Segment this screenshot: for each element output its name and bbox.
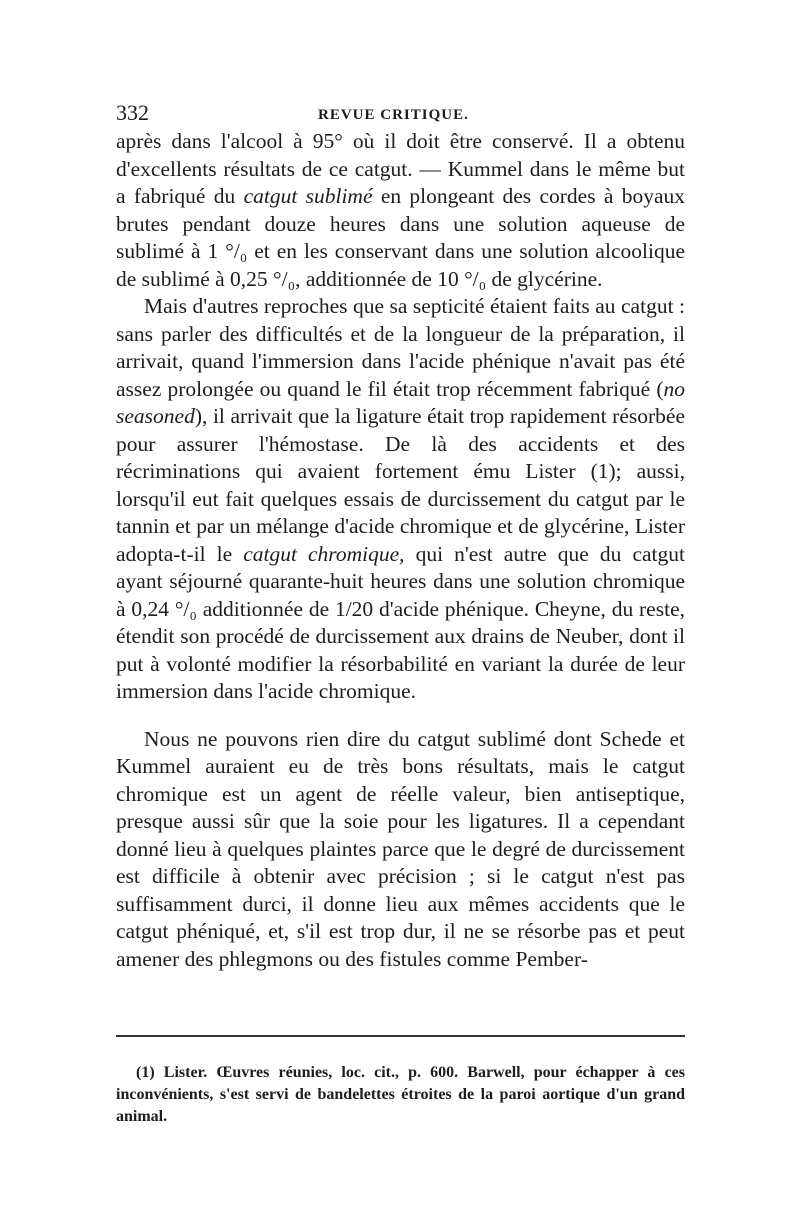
- paragraph-1-italic-1: catgut sublimé: [243, 184, 373, 208]
- footnote-text: (1) Lister. Œuvres réunies, loc. cit., p. 600. Barwell, pour échapper à ces inconvénients, s'est servi de bandelettes étroites de la paroi aortique d'un grand animal.: [116, 1064, 685, 1125]
- footnote-separator: [116, 1035, 685, 1037]
- page-number: 332: [116, 100, 149, 125]
- paragraph-2-text-2: ), il arrivait que la ligature était trop rapidement résorbée pour assurer l'hémostase. De là des accidents et des récriminations qui avaient fortement ému Lister (1); aussi, lorsqu'il eut fait quelques essais de durcissement du catgut par le tannin et par un mélange d'acide chromique et de glycérine, Lister adopta-t-il le: [116, 404, 685, 566]
- paragraph-3-text-1: Nous ne pouvons rien dire du catgut sublimé dont Schede et Kummel auraient eu de très bons résultats, mais le catgut chromique est un agent de réelle valeur, bien antiseptique, presque aussi sûr que la soie pour les ligatures. Il a cependant donné lieu à quelques plaintes parce que le degré de durcissement est difficile à obtenir avec précision ; si le catgut n'est pas suffisamment durci, il donne lieu aux mêmes accidents que le catgut phéniqué, et, s'il est trop dur, il ne se résorbe pas et peut amener des phlegmons ou des fistules comme Pember-: [116, 726, 685, 971]
- paragraph-2-italic-1: no seasoned: [116, 376, 685, 428]
- paragraph-2-italic-2: catgut chromique,: [243, 541, 405, 566]
- running-head: REVUE CRITIQUE.: [318, 107, 469, 123]
- paragraph-3: [116, 726, 685, 974]
- page-header: [116, 100, 676, 130]
- body-text: [116, 128, 685, 973]
- footnote: [116, 1062, 685, 1128]
- paragraph-2-text-3: qui n'est autre que du catgut ayant séjourné quarante-huit heures dans une solution chromique à 0,24 °/₀ additionnée de 1/20 d'acide phénique. Cheyne, du reste, étendit son procédé de durcissement aux drains de Neuber, dont il put à volonté modifier la résorbabilité en variant la durée de leur immersion dans l'acide chromique.: [116, 541, 685, 703]
- paragraph-2-text-1: Mais d'autres reproches que sa septicité étaient faits au catgut : sans parler des difficultés et de la longueur de la préparation, il arrivait, quand l'immersion dans l'acide phénique n'avait pas été assez prolongée ou quand le fil était trop récemment fabriqué (: [116, 294, 685, 401]
- paragraph-1-text-1: après dans l'alcool à 95° où il doit être conservé. Il a obtenu d'excellents résultats de ce catgut. — Kummel dans le même but a fabriqué du: [116, 129, 685, 208]
- paragraph-1: [116, 128, 685, 293]
- paragraph-1-text-2: en plongeant des cordes à boyaux brutes pendant douze heures dans une solution aqueuse de sublimé à 1 °/₀ et en les conservant dans une solution alcoolique de sublimé à 0,25 °/₀, additionnée de 10 °/₀ de glycérine.: [116, 184, 686, 291]
- paragraph-2: [116, 293, 685, 706]
